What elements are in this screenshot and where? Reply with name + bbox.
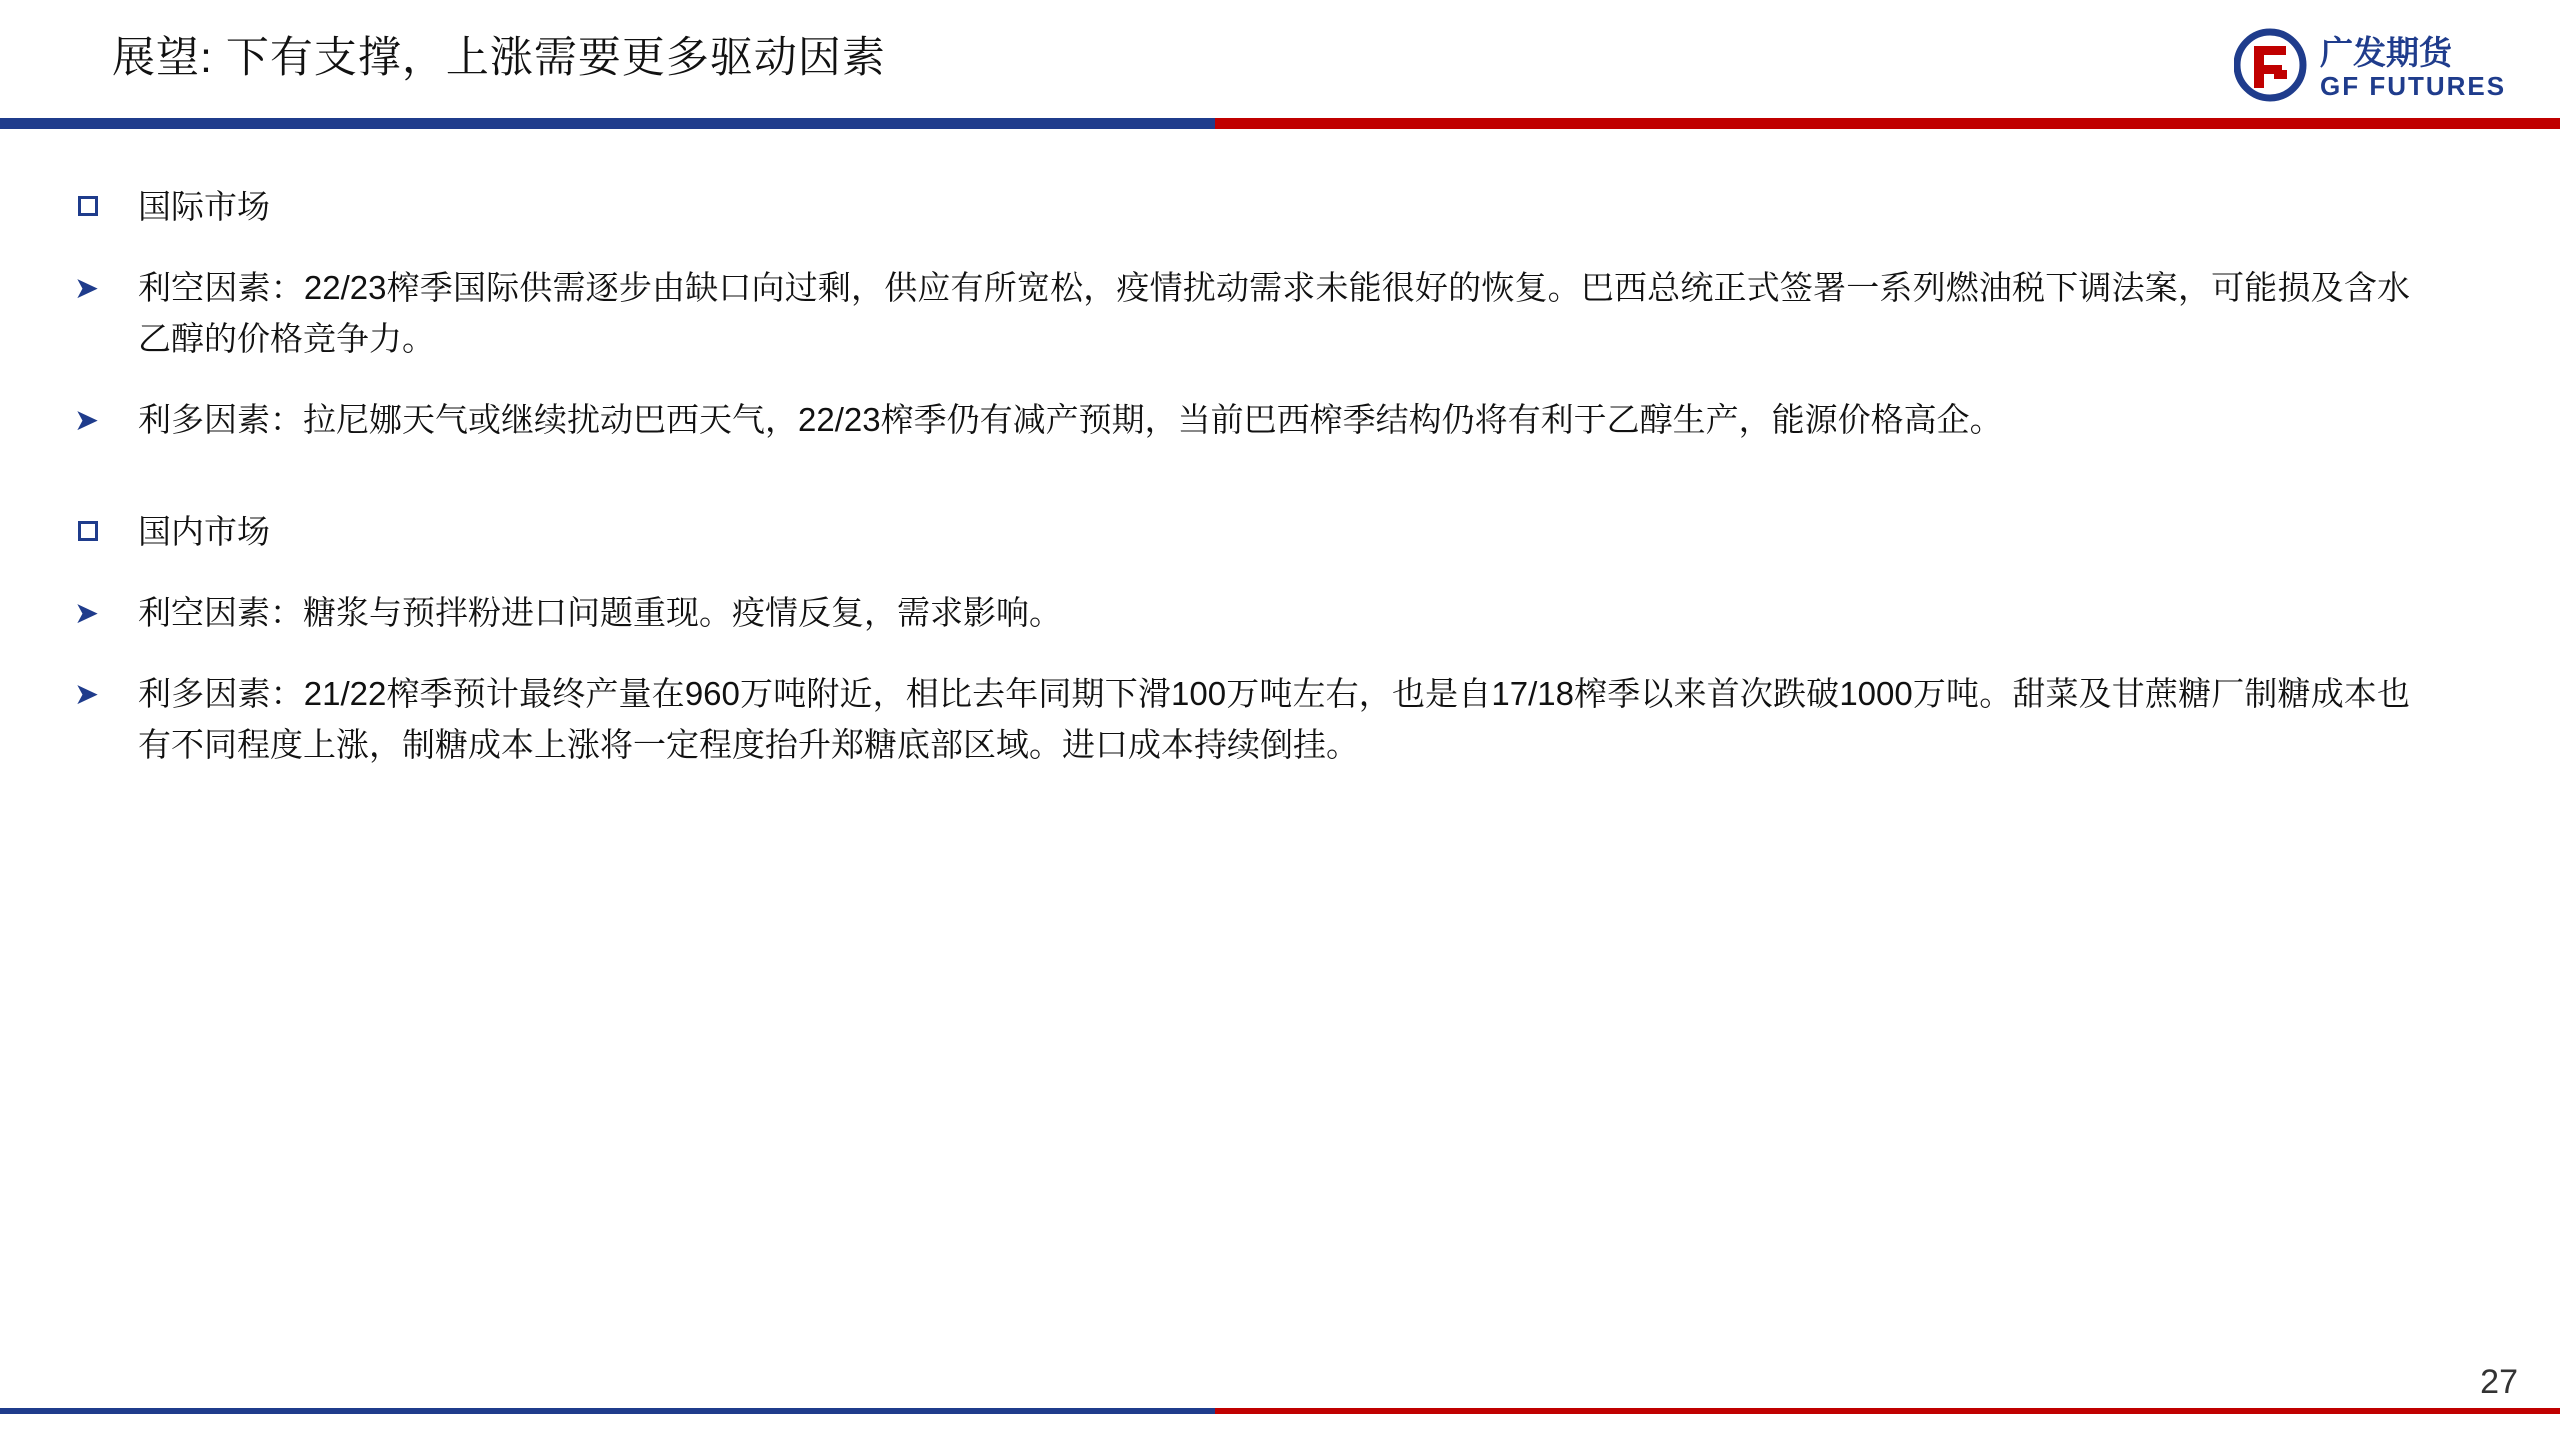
bullet-international-bullish [0, 394, 2560, 445]
bullet-text: 利多因素：21/22榨季预计最终产量在960万吨附近，相比去年同期下滑100万吨左右，也是自17/18榨季以来首次跌破1000万吨。甜菜及甘蔗糖厂制糖成本也有不同程度上涨，制糖成本上涨将一定程度抬升郑糖底部区域。进口成本持续倒挂。 [138, 675, 2410, 763]
bullet-text: 利空因素：糖浆与预拌粉进口问题重现。疫情反复，需求影响。 [138, 594, 1062, 631]
page-number: 27 [2480, 1363, 2518, 1401]
square-bullet-icon [78, 196, 98, 216]
section-heading-domestic [0, 507, 2560, 557]
section-international [0, 182, 2560, 445]
section-heading-label: 国际市场 [138, 188, 270, 225]
bullet-international-bearish [0, 262, 2560, 364]
company-logo [2234, 26, 2524, 104]
svg-text:GF FUTURES: GF FUTURES [2320, 71, 2507, 101]
svg-text:广发期货: 广发期货 [2320, 34, 2452, 71]
arrow-bullet-icon: ➤ [74, 597, 100, 630]
slide-header [0, 0, 2560, 124]
footer-rule-blue [0, 1408, 1215, 1414]
arrow-bullet-icon: ➤ [74, 272, 100, 305]
footer-rule-red [1215, 1408, 2560, 1414]
section-domestic [0, 507, 2560, 770]
section-spacer [0, 445, 2560, 485]
section-heading-label: 国内市场 [138, 513, 270, 550]
header-rule-red [1215, 118, 2560, 129]
page-title: 展望: 下有支撑，上涨需要更多驱动因素 [112, 34, 886, 82]
arrow-bullet-icon: ➤ [74, 404, 100, 437]
header-rule-blue [0, 118, 1215, 129]
slide-content [0, 160, 2560, 770]
bullet-text: 利空因素：22/23榨季国际供需逐步由缺口向过剩，供应有所宽松，疫情扰动需求未能很好的恢复。巴西总统正式签署一系列燃油税下调法案，可能损及含水乙醇的价格竞争力。 [138, 269, 2410, 357]
section-heading-international [0, 182, 2560, 232]
bullet-domestic-bearish [0, 587, 2560, 638]
bullet-text: 利多因素：拉尼娜天气或继续扰动巴西天气，22/23榨季仍有减产预期，当前巴西榨季结构仍将有利于乙醇生产，能源价格高企。 [138, 401, 2003, 438]
arrow-bullet-icon: ➤ [74, 678, 100, 711]
bullet-domestic-bullish [0, 668, 2560, 770]
square-bullet-icon [78, 521, 98, 541]
